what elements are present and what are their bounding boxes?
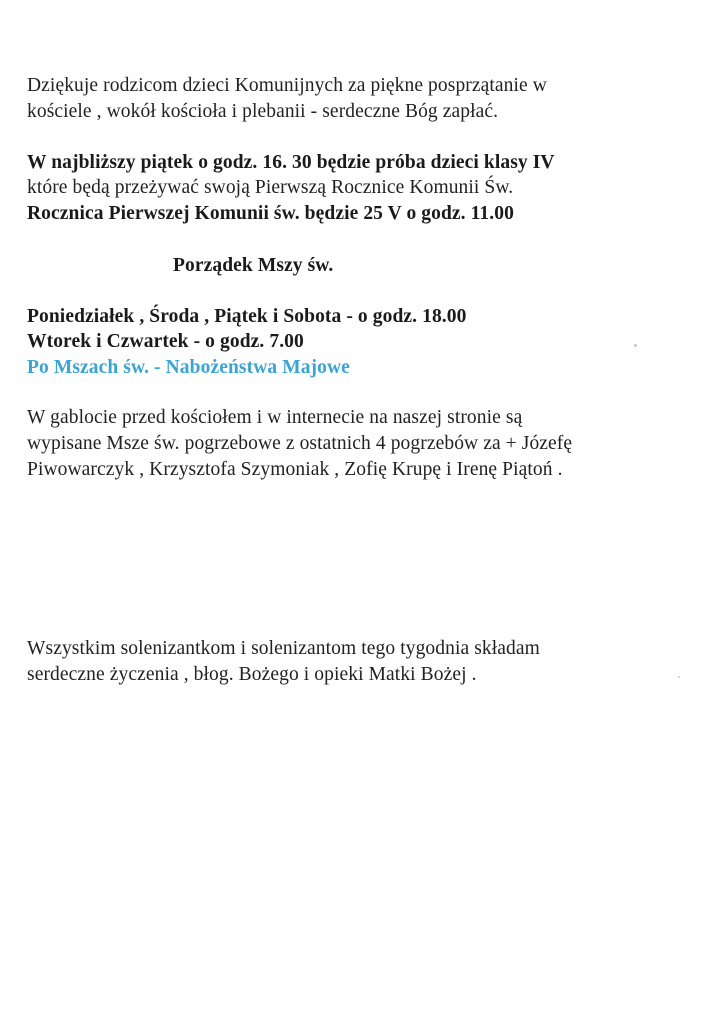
scan-speck <box>678 676 680 678</box>
may-devotions-line: Po Mszach św. - Nabożeństwa Majowe <box>27 357 350 378</box>
funeral-masses-line-2: wypisane Msze św. pogrzebowe z ostatnich 4 pogrzebów za + Józefę <box>27 433 573 454</box>
name-day-wishes-line-1: Wszystkim solenizantkom i solenizantom tego tygodnia składam <box>27 638 540 659</box>
thanks-line-2: kościele , wokół kościoła i plebanii - serdeczne Bóg zapłać. <box>27 101 499 122</box>
scan-speck <box>634 344 637 347</box>
anniversary-line: Rocznica Pierwszej Komunii św. będzie 25 V o godz. 11.00 <box>27 203 514 224</box>
mass-schedule-morning: Wtorek i Czwartek - o godz. 7.00 <box>27 331 304 352</box>
mass-schedule-heading: Porządek Mszy św. <box>173 255 334 276</box>
name-day-wishes-line-2: serdeczne życzenia , błog. Bożego i opieki Matki Bożej . <box>27 664 477 685</box>
rehearsal-line-1: W najbliższy piątek o godz. 16. 30 będzie próba dzieci klasy IV <box>27 152 555 173</box>
thanks-line-1: Dziękuje rodzicom dzieci Komunijnych za piękne posprzątanie w <box>27 75 547 96</box>
funeral-masses-line-3: Piwowarczyk , Krzysztofa Szymoniak , Zofię Krupę i Irenę Piątoń . <box>27 459 563 480</box>
rehearsal-line-2: które będą przeżywać swoją Pierwszą Rocznice Komunii Św. <box>27 177 514 198</box>
mass-schedule-evening: Poniedziałek , Środa , Piątek i Sobota - o godz. 18.00 <box>27 306 467 327</box>
funeral-masses-line-1: W gablocie przed kościołem i w internecie na naszej stronie są <box>27 407 523 428</box>
